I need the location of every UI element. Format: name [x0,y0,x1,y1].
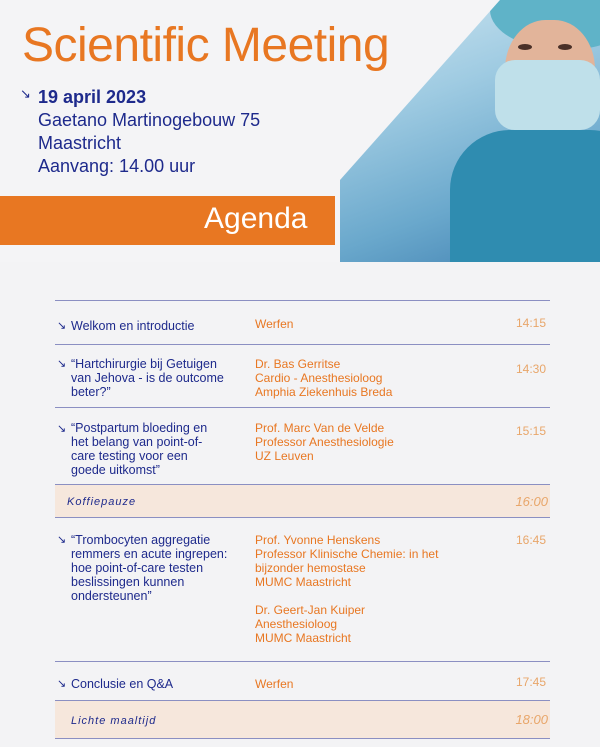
arrow-down-right-icon: ↘ [57,423,67,435]
event-venue: Gaetano Martinogebouw 75 [38,110,261,130]
agenda-break-row [55,484,550,517]
agenda-row [55,407,550,484]
arrow-down-right-icon: ↘ [57,534,67,546]
agenda-time: 17:45 [515,675,546,689]
agenda-break-row [55,700,550,738]
agenda-speaker: Dr. Bas Gerritse Cardio - Anesthesioloog Amphia Ziekenhuis Breda [255,357,393,399]
agenda-topic: Koffiepauze [67,496,137,508]
agenda-time: 15:15 [515,424,546,438]
agenda-speaker: Prof. Yvonne Henskens Professor Klinische Chemie: in het bijzonder hemostase MUMC Maastricht Dr. Geert-Jan Kuiper Anesthesioloog MUMC Maastricht [255,533,439,645]
agenda-heading: Agenda [204,202,308,235]
event-date: 19 april 2023 [38,87,147,107]
arrow-down-right-icon: ↘ [57,358,67,370]
agenda-time: 18:00 [515,712,548,727]
agenda-time: 14:30 [515,362,546,376]
arrow-down-right-icon: ↘ [57,678,67,690]
agenda-topic: Welkom en introductie [71,319,195,333]
scrubs [450,130,600,262]
agenda-speaker: Prof. Marc Van de Velde Professor Anesthesiologie UZ Leuven [255,421,394,463]
agenda-topic: “Trombocyten aggregatie remmers en acute ingrepen: hoe point-of-care testen beslissingen kunnen ondersteunen” [71,533,228,603]
table-bottom-border [55,738,550,739]
agenda-row [55,300,550,344]
agenda-time: 14:15 [515,316,546,330]
agenda-band [0,196,335,245]
agenda-time: 16:45 [515,533,546,547]
arrow-down-right-icon: ↘ [57,320,67,332]
agenda-row [55,661,550,700]
event-info [20,86,260,178]
event-city: Maastricht [38,133,122,153]
agenda-table [55,300,550,739]
agenda-time: 16:00 [515,494,548,509]
arrow-down-right-icon: ↘ [20,86,31,101]
agenda-topic: “Postpartum bloeding en het belang van point-of- care testing voor een goede uitkomst” [71,421,208,477]
page-title: Scientific Meeting [22,19,390,72]
agenda-speaker: Werfen [255,317,294,331]
eyes [518,44,578,52]
event-start: Aanvang: 14.00 uur [38,156,196,176]
agenda-row [55,344,550,407]
agenda-topic: Conclusie en Q&A [71,677,174,691]
agenda-row [55,517,550,661]
agenda-topic: “Hartchirurgie bij Getuigen van Jehova - is de outcome beter?” [71,357,224,399]
agenda-topic: Lichte maaltijd [71,715,157,727]
surgical-mask [495,60,600,130]
agenda-speaker: Werfen [255,677,294,691]
